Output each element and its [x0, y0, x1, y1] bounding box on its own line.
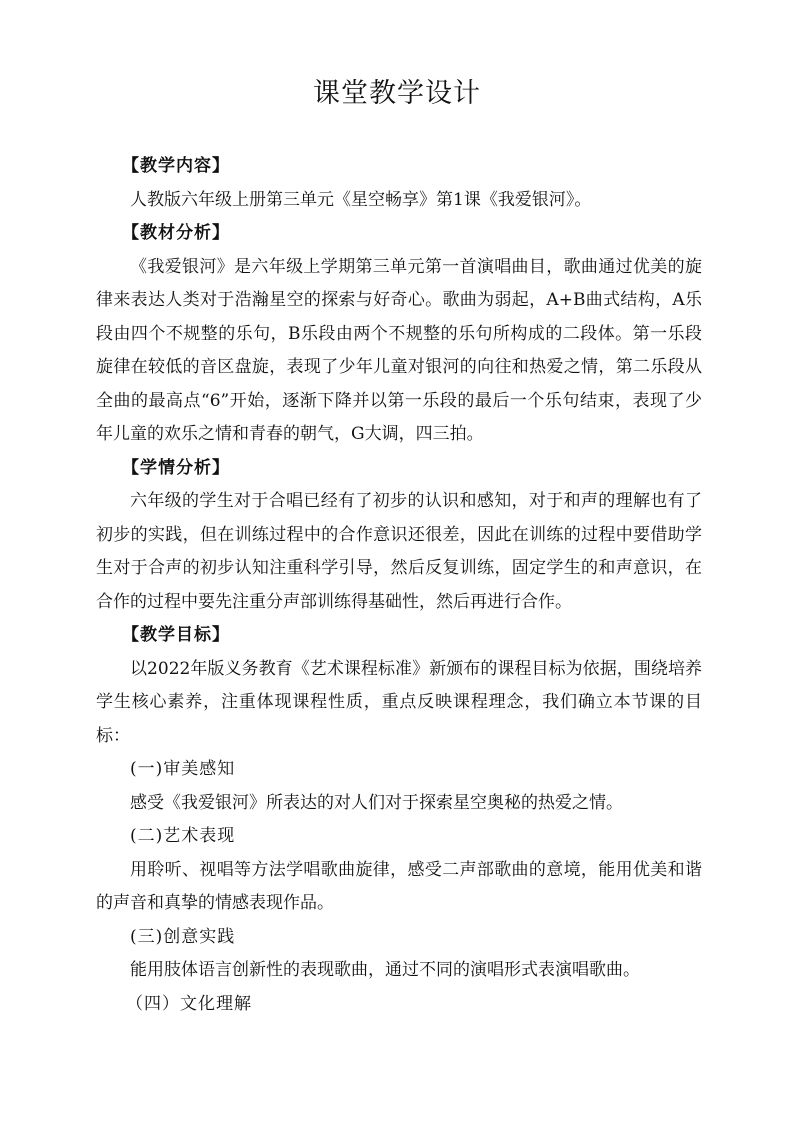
- goal-text-artistic-expression: 用聆听、视唱等方法学唱歌曲旋律，感受二声部歌曲的意境，能用优美和谐的声音和真挚的情感表现作品。: [96, 859, 702, 913]
- student-analysis-paragraph: 六年级的学生对于合唱已经有了初步的认识和感知，对于和声的理解也有了初步的实践，但在训练过程中的合作意识还很差，因此在训练的过程中要借助学生对于合声的初步认知注重科学引导，然后反复训练，固定学生的和声意识，在合作的过程中要先注重分声部训练得基础性，然后再进行合作。: [96, 491, 702, 612]
- document-body: [96, 150, 702, 1021]
- document-title: 课堂教学设计: [313, 78, 481, 109]
- goal-label-creative-practice: (三)创意实践: [130, 926, 236, 947]
- goal-label-artistic-expression: (二)艺术表现: [130, 826, 236, 846]
- teaching-content-paragraph: 人教版六年级上册第三单元《星空畅享》第1课《我爱银河》。: [130, 189, 592, 210]
- section-heading-material-analysis: 【教材分析】: [122, 223, 230, 243]
- goal-label-cultural-understanding: （四）文化理解: [126, 993, 252, 1014]
- section-heading-student-analysis: 【学情分析】: [122, 457, 230, 478]
- goal-text-aesthetic-perception: 感受《我爱银河》所表达的对人们对于探索星空奥秘的热爱之情。: [130, 792, 623, 813]
- section-heading-teaching-goals: 【教学目标】: [122, 625, 230, 645]
- section-heading-teaching-content: 【教学内容】: [122, 156, 230, 176]
- teaching-goals-intro: 以2022年版义务教育《艺术课程标准》新颁布的课程目标为依据，围绕培养学生核心素养，注重体现课程性质，重点反映课程理念，我们确立本节课的目标：: [96, 658, 702, 746]
- goal-label-aesthetic-perception: (一)审美感知: [130, 759, 236, 779]
- goal-text-creative-practice: 能用肢体语言创新性的表现歌曲，通过不同的演唱形式表演唱歌曲。: [130, 960, 640, 980]
- material-analysis-paragraph: 《我爱银河》是六年级上学期第三单元第一首演唱曲目，歌曲通过优美的旋律来表达人类对于浩瀚星空的探索与好奇心。歌曲为弱起，A+B曲式结构，A乐段由四个不规整的乐句，B乐段由两个不规整的乐句所构成的二段体。第一乐段旋律在较低的音区盘旋，表现了少年儿童对银河的向往和热爱之情，第二乐段从全曲的最高点“6”开始，逐渐下降并以第一乐段的最后一个乐句结束，表现了少年儿童的欢乐之情和青春的朝气，G大调，四三拍。: [96, 256, 702, 444]
